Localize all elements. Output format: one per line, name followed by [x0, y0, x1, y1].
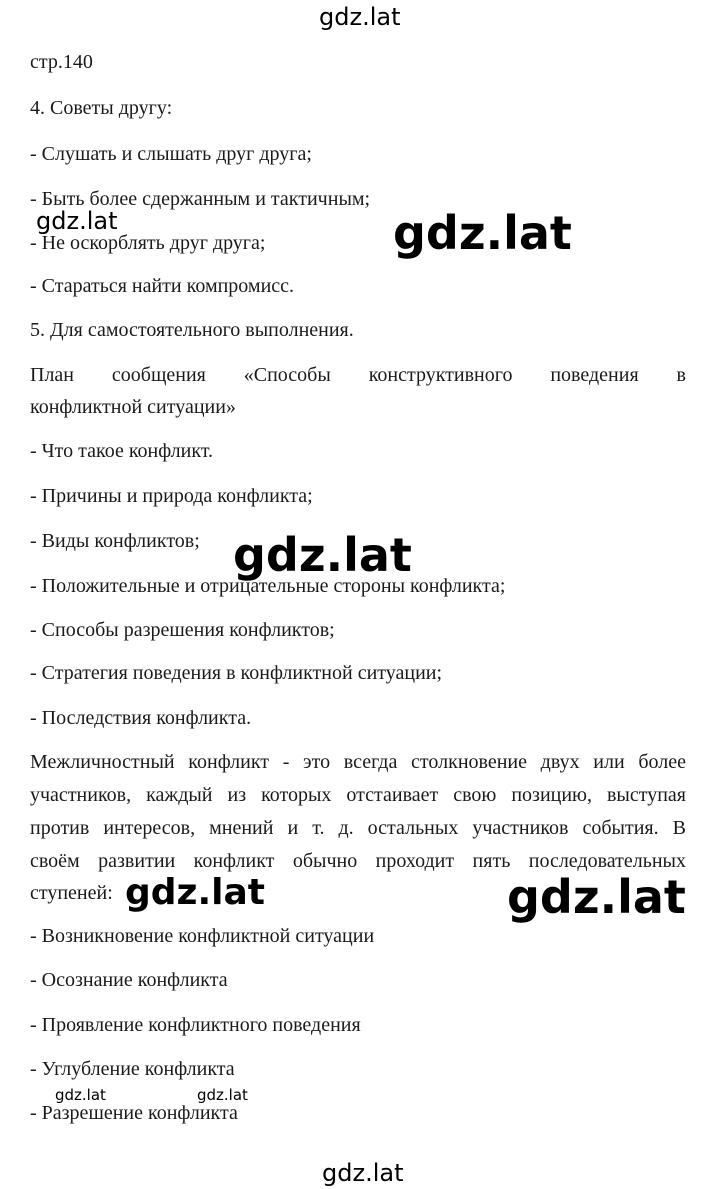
watermark: gdz.lat [36, 207, 118, 235]
stage-item: - Возникновение конфликтной ситуации [30, 925, 375, 947]
watermark: gdz.lat [507, 870, 686, 924]
watermark: gdz.lat [322, 1159, 404, 1187]
page-reference: стр.140 [30, 51, 93, 73]
paragraph-line: против интересов, мнений и т. д. остальных участников события. В [30, 817, 686, 839]
advice-item: - Не оскорблять друг друга; [30, 232, 266, 254]
plan-item: - Причины и природа конфликта; [30, 485, 313, 507]
watermark: gdz.lat [393, 206, 572, 260]
stage-item: - Осознание конфликта [30, 969, 228, 991]
plan-item: - Что такое конфликт. [30, 440, 214, 462]
item-4-heading: 4. Советы другу: [30, 97, 173, 119]
item-5-heading: 5. Для самостоятельного выполнения. [30, 319, 354, 341]
plan-item: - Положительные и отрицательные стороны конфликта; [30, 575, 506, 597]
watermark: gdz.lat [197, 1086, 248, 1104]
paragraph-line: ступеней: [30, 882, 113, 904]
watermark: gdz.lat [55, 1086, 106, 1104]
document-page [30, 0, 686, 1189]
plan-item: - Последствия конфликта. [30, 707, 252, 729]
plan-item: - Стратегия поведения в конфликтной ситуации; [30, 662, 443, 684]
stage-item: - Углубление конфликта [30, 1058, 235, 1080]
plan-item: - Способы разрешения конфликтов; [30, 619, 335, 641]
watermark: gdz.lat [233, 528, 412, 582]
paragraph-line: участников, каждый из которых отстаивает свою позицию, выступая [30, 784, 686, 806]
watermark: gdz.lat [125, 872, 266, 913]
advice-item: - Стараться найти компромисс. [30, 275, 295, 297]
plan-title-line: План сообщения «Способы конструктивного поведения в [30, 364, 686, 386]
stage-item: - Проявление конфликтного поведения [30, 1014, 361, 1036]
paragraph-line: Межличностный конфликт - это всегда столкновение двух или более [30, 751, 686, 773]
plan-item: - Виды конфликтов; [30, 530, 200, 552]
plan-title-line: конфликтной ситуации» [30, 396, 236, 418]
advice-item: - Быть более сдержанным и тактичным; [30, 188, 371, 210]
paragraph-line: своём развитии конфликт обычно проходит пять последовательных [30, 850, 686, 872]
stage-item: - Разрешение конфликта [30, 1102, 238, 1124]
advice-item: - Слушать и слышать друг друга; [30, 143, 312, 165]
watermark: gdz.lat [319, 3, 401, 31]
